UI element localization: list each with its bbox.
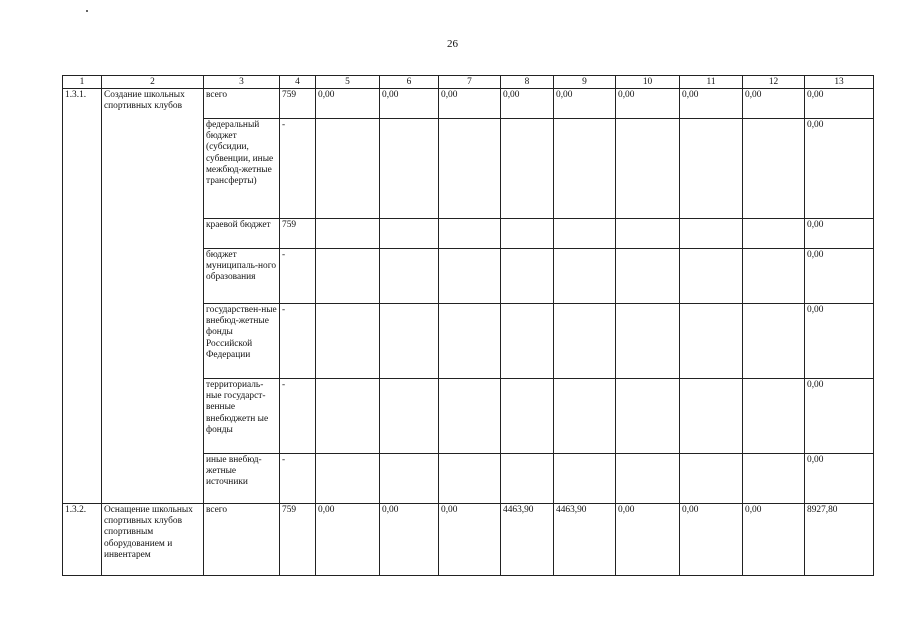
amount-cell: 0,00	[616, 504, 680, 576]
amount-cell	[680, 454, 743, 504]
item-code: 1.3.1.	[63, 89, 102, 504]
amount-cell	[380, 219, 439, 249]
column-number: 9	[554, 76, 616, 89]
amount-cell	[439, 249, 501, 304]
grbs-code: -	[280, 119, 316, 219]
amount-cell	[439, 454, 501, 504]
column-number: 13	[805, 76, 874, 89]
funding-source: федеральный бюджет (субсидии, субвенции, иные межбюд-жетные трансферты)	[204, 119, 280, 219]
amount-cell: 4463,90	[554, 504, 616, 576]
column-number: 11	[680, 76, 743, 89]
amount-cell	[680, 249, 743, 304]
column-number: 5	[316, 76, 380, 89]
amount-cell	[501, 219, 554, 249]
grbs-code: -	[280, 304, 316, 379]
amount-cell	[743, 379, 805, 454]
amount-cell	[316, 379, 380, 454]
item-code: 1.3.2.	[63, 504, 102, 576]
amount-cell	[501, 249, 554, 304]
amount-cell	[743, 454, 805, 504]
column-number: 12	[743, 76, 805, 89]
amount-cell	[616, 304, 680, 379]
amount-cell: 0,00	[805, 304, 874, 379]
amount-cell	[743, 219, 805, 249]
column-number: 1	[63, 76, 102, 89]
amount-cell	[501, 454, 554, 504]
column-number-row	[63, 76, 874, 89]
amount-cell: 0,00	[805, 249, 874, 304]
amount-cell	[680, 219, 743, 249]
amount-cell	[439, 219, 501, 249]
amount-cell	[743, 304, 805, 379]
funding-source: всего	[204, 89, 280, 119]
amount-cell	[380, 304, 439, 379]
amount-cell	[554, 304, 616, 379]
amount-cell: 0,00	[805, 89, 874, 119]
amount-cell	[743, 119, 805, 219]
funding-source: бюджет муниципаль-ного образования	[204, 249, 280, 304]
amount-cell: 0,00	[805, 379, 874, 454]
column-number: 2	[102, 76, 204, 89]
amount-cell	[616, 219, 680, 249]
amount-cell: 0,00	[439, 504, 501, 576]
amount-cell	[616, 379, 680, 454]
amount-cell	[616, 454, 680, 504]
amount-cell	[316, 454, 380, 504]
column-number: 10	[616, 76, 680, 89]
funding-source: государствен-ные внебюд-жетные фонды Российской Федерации	[204, 304, 280, 379]
amount-cell	[554, 219, 616, 249]
amount-cell	[316, 304, 380, 379]
amount-cell: 0,00	[805, 219, 874, 249]
amount-cell	[380, 379, 439, 454]
amount-cell: 0,00	[805, 119, 874, 219]
amount-cell: 0,00	[805, 454, 874, 504]
table-row	[63, 504, 874, 576]
amount-cell: 0,00	[680, 504, 743, 576]
amount-cell: 0,00	[501, 89, 554, 119]
grbs-code: 759	[280, 504, 316, 576]
amount-cell	[680, 304, 743, 379]
amount-cell: 0,00	[380, 89, 439, 119]
amount-cell	[680, 379, 743, 454]
amount-cell	[743, 249, 805, 304]
funding-source: территориаль-ные государст-венные внебюджетн ые фонды	[204, 379, 280, 454]
funding-source: краевой бюджет	[204, 219, 280, 249]
amount-cell	[554, 249, 616, 304]
amount-cell	[380, 249, 439, 304]
amount-cell: 0,00	[554, 89, 616, 119]
item-name: Оснащение школьных спортивных клубов спортивным оборудованием и инвентарем	[102, 504, 204, 576]
amount-cell	[380, 454, 439, 504]
amount-cell	[316, 119, 380, 219]
table-row	[63, 89, 874, 119]
amount-cell	[680, 119, 743, 219]
table-body	[63, 76, 874, 576]
amount-cell	[616, 119, 680, 219]
amount-cell: 0,00	[743, 89, 805, 119]
grbs-code: 759	[280, 89, 316, 119]
funding-source: всего	[204, 504, 280, 576]
column-number: 6	[380, 76, 439, 89]
column-number: 3	[204, 76, 280, 89]
amount-cell	[316, 219, 380, 249]
column-number: 7	[439, 76, 501, 89]
budget-table	[62, 75, 874, 576]
amount-cell	[554, 119, 616, 219]
amount-cell	[501, 119, 554, 219]
page-number: 26	[447, 38, 458, 50]
amount-cell: 0,00	[439, 89, 501, 119]
amount-cell	[501, 304, 554, 379]
amount-cell: 0,00	[380, 504, 439, 576]
grbs-code: -	[280, 454, 316, 504]
amount-cell: 0,00	[316, 504, 380, 576]
funding-source: иные внебюд-жетные источники	[204, 454, 280, 504]
grbs-code: 759	[280, 219, 316, 249]
amount-cell: 0,00	[616, 89, 680, 119]
amount-cell	[316, 249, 380, 304]
amount-cell: 0,00	[743, 504, 805, 576]
amount-cell	[439, 304, 501, 379]
amount-cell	[554, 379, 616, 454]
grbs-code: -	[280, 379, 316, 454]
amount-cell: 4463,90	[501, 504, 554, 576]
amount-cell: 0,00	[680, 89, 743, 119]
amount-cell: 0,00	[316, 89, 380, 119]
column-number: 4	[280, 76, 316, 89]
amount-cell	[439, 119, 501, 219]
scan-speck	[86, 10, 88, 12]
grbs-code: -	[280, 249, 316, 304]
amount-cell	[439, 379, 501, 454]
amount-cell	[554, 454, 616, 504]
amount-cell	[501, 379, 554, 454]
item-name: Создание школьных спортивных клубов	[102, 89, 204, 504]
amount-cell: 8927,80	[805, 504, 874, 576]
amount-cell	[616, 249, 680, 304]
column-number: 8	[501, 76, 554, 89]
amount-cell	[380, 119, 439, 219]
